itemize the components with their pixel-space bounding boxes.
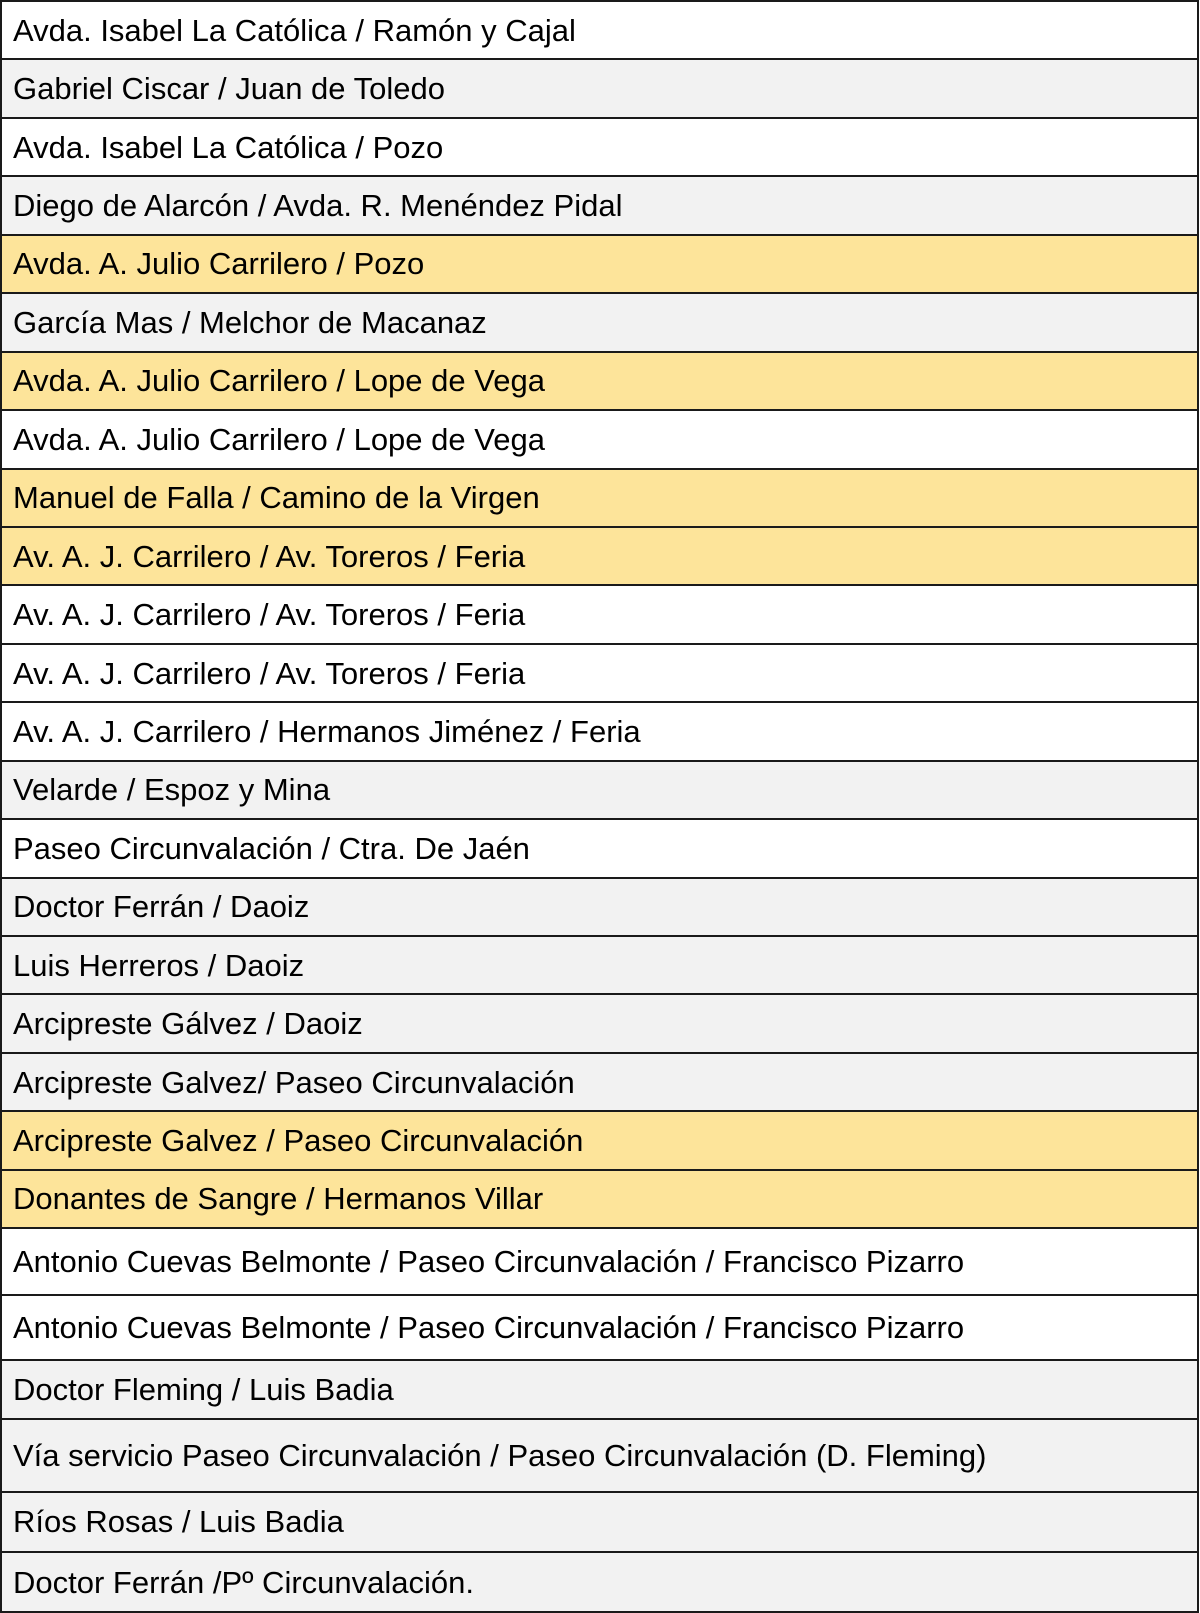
intersection-cell: Av. A. J. Carrilero / Av. Toreros / Feria — [1, 527, 1198, 585]
intersection-cell: Donantes de Sangre / Hermanos Villar — [1, 1170, 1198, 1228]
table-row — [1, 761, 1198, 819]
intersection-cell: Gabriel Ciscar / Juan de Toledo — [1, 59, 1198, 117]
table-row — [1, 1492, 1198, 1553]
table-row — [1, 1228, 1198, 1295]
intersection-cell: Velarde / Espoz y Mina — [1, 761, 1198, 819]
table-row — [1, 1552, 1198, 1612]
table-row — [1, 702, 1198, 760]
table-row — [1, 1111, 1198, 1169]
intersection-cell: Doctor Fleming / Luis Badia — [1, 1360, 1198, 1418]
intersection-cell: Antonio Cuevas Belmonte / Paseo Circunvalación / Francisco Pizarro — [1, 1228, 1198, 1295]
intersection-cell: Arcipreste Gálvez / Daoiz — [1, 994, 1198, 1052]
table-row — [1, 527, 1198, 585]
intersection-cell: Diego de Alarcón / Avda. R. Menéndez Pidal — [1, 176, 1198, 234]
intersection-cell: Av. A. J. Carrilero / Hermanos Jiménez / Feria — [1, 702, 1198, 760]
intersection-cell: Avda. A. Julio Carrilero / Lope de Vega — [1, 352, 1198, 410]
table-row — [1, 819, 1198, 877]
intersection-cell: Av. A. J. Carrilero / Av. Toreros / Feria — [1, 585, 1198, 643]
table-row — [1, 293, 1198, 351]
table-row — [1, 118, 1198, 176]
intersection-cell: Avda. A. Julio Carrilero / Lope de Vega — [1, 410, 1198, 468]
intersection-cell: Doctor Ferrán / Daoiz — [1, 878, 1198, 936]
table-row — [1, 936, 1198, 994]
intersection-cell: García Mas / Melchor de Macanaz — [1, 293, 1198, 351]
intersection-cell: Arcipreste Galvez / Paseo Circunvalación — [1, 1111, 1198, 1169]
table-row — [1, 1053, 1198, 1111]
intersection-cell: Avda. A. Julio Carrilero / Pozo — [1, 235, 1198, 293]
table-row — [1, 644, 1198, 702]
intersection-cell: Antonio Cuevas Belmonte / Paseo Circunvalación / Francisco Pizarro — [1, 1295, 1198, 1361]
intersection-cell: Av. A. J. Carrilero / Av. Toreros / Feria — [1, 644, 1198, 702]
table-row — [1, 994, 1198, 1052]
table-row — [1, 59, 1198, 117]
intersection-cell: Paseo Circunvalación / Ctra. De Jaén — [1, 819, 1198, 877]
table-row — [1, 1170, 1198, 1228]
intersection-cell: Vía servicio Paseo Circunvalación / Paseo Circunvalación (D. Fleming) — [1, 1419, 1198, 1492]
table-row — [1, 1419, 1198, 1492]
table-row — [1, 469, 1198, 527]
table-row — [1, 235, 1198, 293]
table-row — [1, 176, 1198, 234]
intersection-cell: Doctor Ferrán /Pº Circunvalación. — [1, 1552, 1198, 1612]
table-row — [1, 1360, 1198, 1418]
table-body — [1, 1, 1198, 1612]
table-row — [1, 1295, 1198, 1361]
table-row — [1, 878, 1198, 936]
intersection-cell: Ríos Rosas / Luis Badia — [1, 1492, 1198, 1553]
table-row — [1, 585, 1198, 643]
table-row — [1, 410, 1198, 468]
intersection-cell: Avda. Isabel La Católica / Ramón y Cajal — [1, 1, 1198, 59]
intersection-cell: Arcipreste Galvez/ Paseo Circunvalación — [1, 1053, 1198, 1111]
intersection-cell: Avda. Isabel La Católica / Pozo — [1, 118, 1198, 176]
table-row — [1, 352, 1198, 410]
intersection-cell: Manuel de Falla / Camino de la Virgen — [1, 469, 1198, 527]
intersection-cell: Luis Herreros / Daoiz — [1, 936, 1198, 994]
table-row — [1, 1, 1198, 59]
